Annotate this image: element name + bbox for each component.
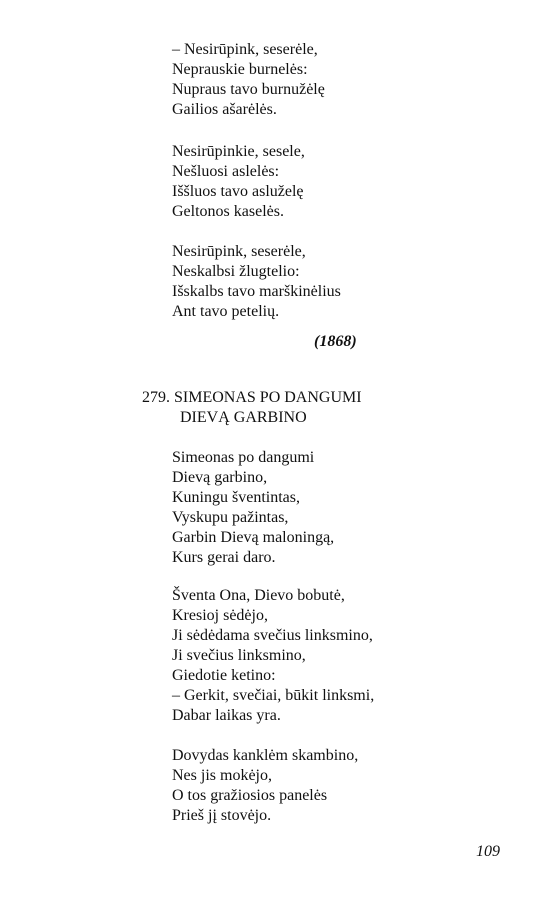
poem-line: Kuningu šventintas, (172, 489, 300, 506)
poem-line: Giedotie ketino: (172, 667, 276, 684)
poem-line: Ji sėdėdama svečius linksmino, (172, 627, 373, 644)
stanza-5 (172, 586, 374, 726)
poem-line: Ant tavo petelių. (172, 303, 280, 320)
poem-line: O tos gražiosios panelės (172, 787, 328, 804)
page-number: 109 (476, 843, 500, 860)
poem-line: Kurs gerai daro. (172, 549, 276, 566)
poem-line: Dovydas kanklėm skambino, (172, 747, 359, 764)
poem-line: Dabar laikas yra. (172, 707, 281, 724)
poem-line: Kresioj sėdėjo, (172, 607, 268, 624)
poem-line: Iššluos tavo asluželę (172, 183, 304, 200)
stanza-3 (172, 242, 341, 322)
poem-line: Prieš jį stovėjo. (172, 807, 272, 824)
poem-line: Dievą garbino, (172, 469, 268, 486)
stanza-1 (172, 40, 325, 120)
song-heading (142, 388, 362, 428)
poem-line: Nesirūpinkie, sesele, (172, 143, 305, 160)
poem-line: – Gerkit, svečiai, būkit linksmi, (172, 687, 375, 704)
poem-line: Šventa Ona, Dievo bobutė, (172, 587, 345, 604)
poem-line: Gailios ašarėlės. (172, 101, 277, 118)
poem-line: Neprauskie burnelės: (172, 61, 308, 78)
song-heading-line-2: DIEVĄ GARBINO (180, 409, 307, 426)
poem-line: Ji svečius linksmino, (172, 647, 306, 664)
poem-line: Nes jis mokėjo, (172, 767, 272, 784)
poem-line: Išskalbs tavo marškinėlius (172, 283, 341, 300)
poem-line: Nesirūpink, seserėle, (172, 243, 306, 260)
poem-line: Nupraus tavo burnužėlę (172, 81, 325, 98)
poem-line: Vyskupu pažintas, (172, 509, 289, 526)
stanza-6 (172, 746, 358, 826)
poem-line: Garbin Dievą maloningą, (172, 529, 335, 546)
poem-line: Geltonos kaselės. (172, 203, 284, 220)
poem-line: – Nesirūpink, seserėle, (172, 41, 318, 58)
poem-line: Nešluosi aslelės: (172, 163, 280, 180)
poem-line: Simeonas po dangumi (172, 449, 315, 466)
stanza-2 (172, 142, 305, 222)
poem-line: Neskalbsi žlugtelio: (172, 263, 300, 280)
song-heading-line-1: 279. SIMEONAS PO DANGUMI (142, 389, 362, 406)
poem-date: (1868) (314, 333, 357, 350)
stanza-4 (172, 448, 334, 568)
